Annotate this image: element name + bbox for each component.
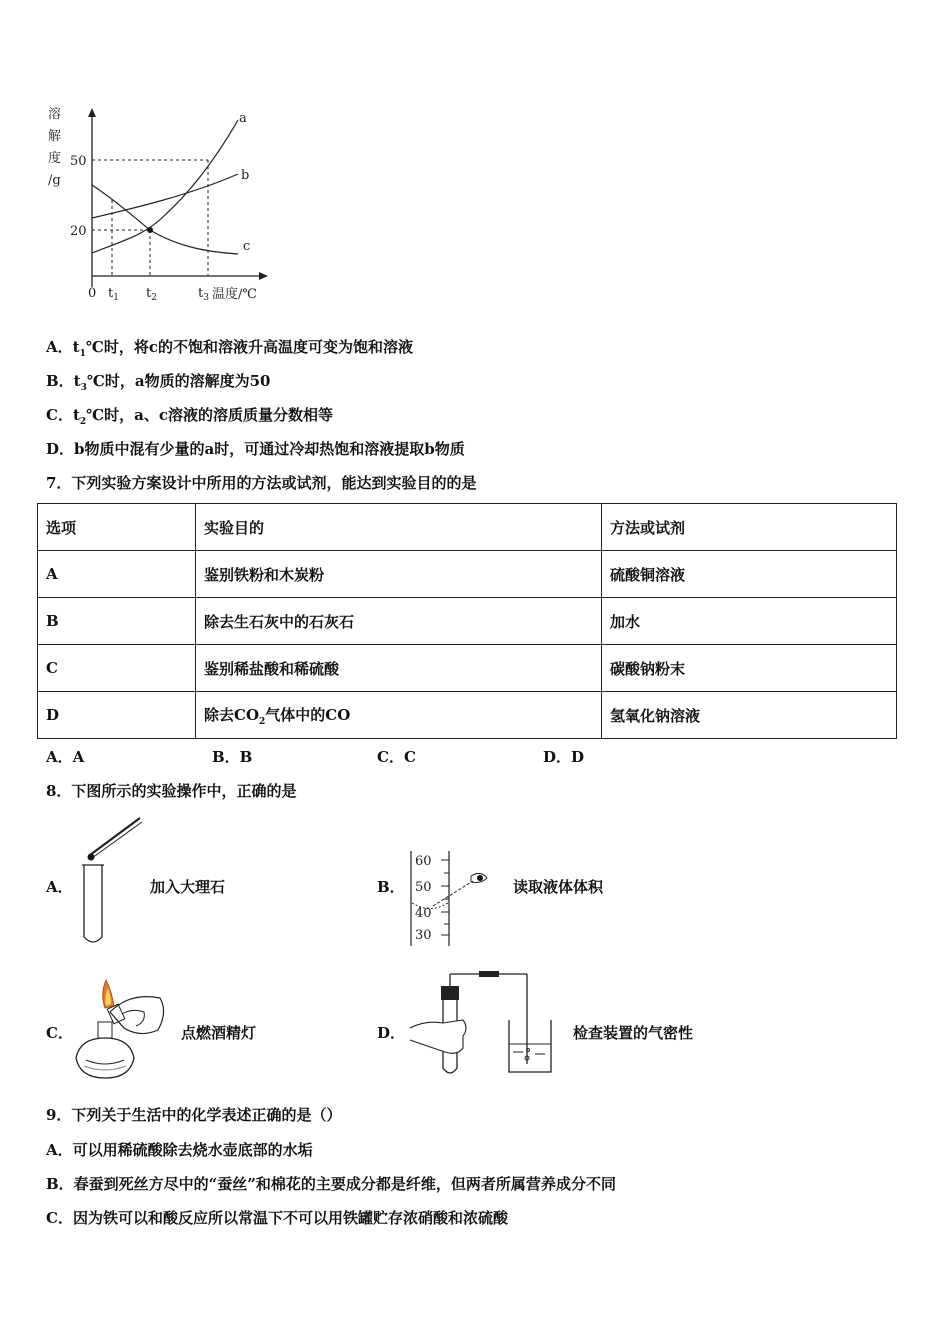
svg-text:30: 30 — [415, 928, 432, 943]
q8-caption-d: 检查装置的气密性 — [573, 1024, 694, 1042]
q9-option-a: A．可以用稀硫酸除去烧水壶底部的水垢 — [46, 1141, 313, 1159]
table-row — [38, 692, 897, 739]
x-axis-label: 温度/℃ — [212, 287, 257, 302]
table-row — [38, 598, 897, 645]
y-label-2: 解 — [48, 129, 62, 144]
table-row — [38, 551, 897, 598]
q7-table — [37, 503, 897, 739]
row-method: 加水 — [602, 598, 897, 645]
svg-text:40: 40 — [415, 906, 432, 921]
row-goal: 鉴别铁粉和木炭粉 — [196, 551, 602, 598]
table-header-row — [38, 504, 897, 551]
x-axis-arrow — [259, 272, 268, 280]
y-label-3: 度 — [48, 151, 62, 166]
row-option: C — [38, 645, 196, 692]
svg-text:50: 50 — [415, 880, 432, 895]
q9-option-b: B．春蚕到死丝方尽中的“蚕丝”和棉花的主要成分都是纤维，但两者所属营养成分不同 — [46, 1175, 616, 1193]
q7-choice-a: A．A — [46, 748, 85, 766]
q9-stem: 9．下列关于生活中的化学表述正确的是（） — [46, 1106, 342, 1124]
test-tube-tweezers-illustration — [78, 815, 148, 947]
q6-option-c: C．$t_2℃$时，a、c溶液的溶质质量分数相等 — [46, 406, 333, 427]
row-method: 硫酸铜溶液 — [602, 551, 897, 598]
row-option: D — [38, 692, 196, 739]
q7-stem: 7．下列实验方案设计中所用的方法或试剂，能达到实验目的的是 — [46, 474, 477, 492]
header-method: 方法或试剂 — [602, 504, 897, 551]
curve-c — [92, 185, 238, 254]
y-tick-20: 20 — [70, 224, 87, 239]
q8-caption-b: 读取液体体积 — [513, 878, 604, 896]
q6-option-d: D．b物质中混有少量的a时，可通过冷却热饱和溶液提取b物质 — [46, 440, 465, 458]
y-axis-arrow — [88, 108, 96, 117]
q8-caption-a: 加入大理石 — [150, 878, 226, 896]
q7-choice-c: C．C — [377, 748, 416, 766]
header-goal: 实验目的 — [196, 504, 602, 551]
row-method: 碳酸钠粉末 — [602, 645, 897, 692]
curve-c-label: c — [243, 239, 251, 254]
header-option: 选项 — [38, 504, 196, 551]
row-goal: 鉴别稀盐酸和稀硫酸 — [196, 645, 602, 692]
q7-choice-b: B．B — [212, 748, 253, 766]
q8-label-c: C． — [46, 1024, 73, 1042]
solubility-graph — [40, 100, 280, 310]
curve-a — [92, 120, 238, 253]
x-origin: 0 — [88, 286, 97, 301]
graduated-cylinder-illustration — [405, 848, 505, 948]
y-label-1: 溶 — [48, 107, 62, 122]
table-row — [38, 645, 897, 692]
curve-a-label: a — [239, 111, 247, 126]
curve-b-label: b — [241, 168, 250, 183]
q9-option-c: C．因为铁可以和酸反应所以常温下不可以用铁罐贮存浓硝酸和浓硫酸 — [46, 1209, 508, 1227]
curve-b — [92, 174, 238, 218]
y-tick-50: 50 — [70, 154, 87, 169]
q8-stem: 8．下图所示的实验操作中，正确的是 — [46, 782, 297, 800]
alcohol-lamp-illustration — [70, 972, 170, 1084]
y-label-4: /g — [48, 173, 61, 188]
x-tick-t3: $t_3$ — [198, 286, 209, 303]
q8-label-b: B． — [377, 878, 405, 896]
row-method: 氢氧化钠溶液 — [602, 692, 897, 739]
q8-label-d: D． — [377, 1024, 406, 1042]
x-tick-t2: $t_2$ — [146, 286, 157, 303]
x-tick-t1: $t_1$ — [108, 286, 119, 303]
q6-option-a: A．$t_1℃$时，将c的不饱和溶液升高温度可变为饱和溶液 — [46, 338, 413, 359]
intersection-point — [147, 227, 153, 233]
airtightness-apparatus-illustration — [405, 968, 565, 1080]
row-goal: 除去$CO_2$气体中的CO — [196, 692, 602, 739]
row-option: B — [38, 598, 196, 645]
row-option: A — [38, 551, 196, 598]
q7-choice-d: D．D — [543, 748, 585, 766]
q8-caption-c: 点燃酒精灯 — [181, 1024, 257, 1042]
svg-text:60: 60 — [415, 854, 432, 869]
q8-label-a: A． — [46, 878, 73, 896]
row-goal: 除去生石灰中的石灰石 — [196, 598, 602, 645]
q6-option-b: B．$t_3℃$时，a物质的溶解度为50 — [46, 372, 271, 393]
